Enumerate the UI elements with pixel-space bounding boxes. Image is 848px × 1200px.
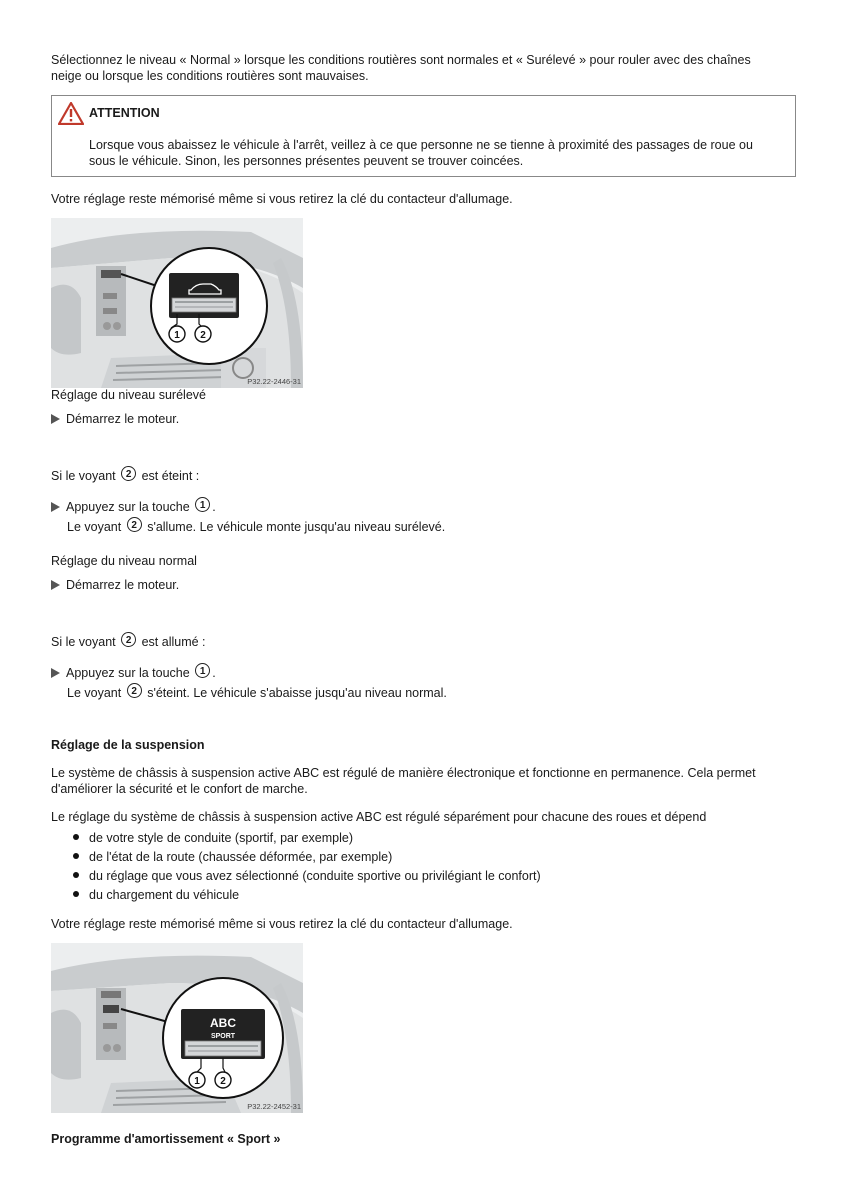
bullet-icon [73, 834, 79, 840]
warning-triangle-icon [58, 102, 84, 125]
step-start-engine-2 [51, 577, 179, 593]
callout-1-label: 1 [174, 330, 180, 341]
list-item: de votre style de conduite (sportif, par exemple) [73, 830, 541, 849]
bullet-icon [73, 891, 79, 897]
heading-suspension: Réglage de la suspension [51, 738, 205, 752]
list-item: du réglage que vous avez sélectionné (conduite sportive ou privilégiant le confort) [73, 868, 541, 887]
figure-caption: Réglage du niveau surélevé [51, 388, 206, 402]
callout-1-label: 1 [194, 1076, 200, 1087]
condition-text-pre: Si le voyant [51, 469, 116, 483]
step-arrow-icon [51, 668, 60, 678]
callout-2-icon: 2 [121, 632, 136, 647]
result-text-post: s'allume. Le véhicule monte jusqu'au niveau surélevé. [147, 520, 446, 534]
result-text-pre: Le voyant [67, 520, 122, 534]
figure-code: P32.22-2446-31 [247, 377, 301, 386]
condition-normal [51, 632, 206, 650]
list-item: de l'état de la route (chaussée déformée, par exemple) [73, 849, 541, 868]
suspension-bullet-list [73, 830, 541, 906]
bullet-icon [73, 853, 79, 859]
sport-label: SPORT [210, 1033, 236, 1040]
figure-abc-sport [51, 943, 303, 1113]
warning-text [89, 137, 753, 169]
callout-2-label: 2 [220, 1076, 226, 1087]
heading-normal-level: Réglage du niveau normal [51, 554, 197, 568]
result-normal [67, 683, 447, 701]
figure-raised-level [51, 218, 303, 388]
heading-sport-program: Programme d'amortissement « Sport » [51, 1132, 281, 1146]
step-press-button-1 [51, 497, 216, 515]
callout-2-label: 2 [200, 330, 206, 341]
step-arrow-icon [51, 502, 60, 512]
step-arrow-icon [51, 414, 60, 424]
dashboard-abc-illustration [51, 943, 303, 1113]
list-item: du chargement du véhicule [73, 887, 541, 906]
suspension-line-2: d'améliorer la sécurité et le confort de marche. [51, 782, 308, 796]
callout-1-icon: 1 [195, 663, 210, 678]
warning-line-1: Lorsque vous abaissez le véhicule à l'arrêt, veillez à ce que personne ne se tienne à proximité des passages de roue ou [89, 138, 753, 152]
condition-text-post: est allumé : [141, 635, 206, 649]
intro-line-2: neige ou lorsque les conditions routières sont mauvaises. [51, 69, 369, 83]
callout-2-icon: 2 [121, 466, 136, 481]
condition-text-pre: Si le voyant [51, 635, 116, 649]
warning-title: ATTENTION [89, 106, 160, 120]
callout-2-icon: 2 [127, 517, 142, 532]
intro-line-1: Sélectionnez le niveau « Normal » lorsque les conditions routières sont normales et « Surélevé » pour rouler avec des chaînes [51, 53, 751, 67]
suspension-paragraph-2: Le réglage du système de châssis à suspension active ABC est régulé séparément pour chacune des roues et dépend [51, 810, 707, 824]
step-text: Appuyez sur la touche [66, 666, 190, 680]
intro-paragraph [51, 52, 751, 84]
memo-text-2: Votre réglage reste mémorisé même si vous retirez la clé du contacteur d'allumage. [51, 917, 513, 931]
step-punctuation: . [212, 666, 216, 680]
callout-1-icon: 1 [195, 497, 210, 512]
warning-line-2: sous le véhicule. Sinon, les personnes présentes peuvent se trouver coincées. [89, 154, 524, 168]
memo-text-1: Votre réglage reste mémorisé même si vous retirez la clé du contacteur d'allumage. [51, 192, 513, 206]
figure-code: P32.22-2452-31 [247, 1102, 301, 1111]
step-press-button-2 [51, 663, 216, 681]
bullet-icon [73, 872, 79, 878]
condition-raised [51, 466, 199, 484]
step-start-engine-1 [51, 411, 179, 427]
callout-2-icon: 2 [127, 683, 142, 698]
step-text: Appuyez sur la touche [66, 500, 190, 514]
result-raised [67, 517, 445, 535]
step-arrow-icon [51, 580, 60, 590]
warning-box [51, 95, 796, 177]
dashboard-illustration [51, 218, 303, 388]
step-text: Démarrez le moteur. [66, 412, 180, 426]
abc-label: ABC [210, 1016, 236, 1030]
result-text-post: s'éteint. Le véhicule s'abaisse jusqu'au niveau normal. [147, 686, 447, 700]
suspension-paragraph-1 [51, 765, 756, 797]
result-text-pre: Le voyant [67, 686, 122, 700]
step-text: Démarrez le moteur. [66, 578, 180, 592]
step-punctuation: . [212, 500, 216, 514]
condition-text-post: est éteint : [141, 469, 200, 483]
suspension-line-1: Le système de châssis à suspension active ABC est régulé de manière électronique et fonctionne en permanence. Cela permet [51, 766, 756, 780]
